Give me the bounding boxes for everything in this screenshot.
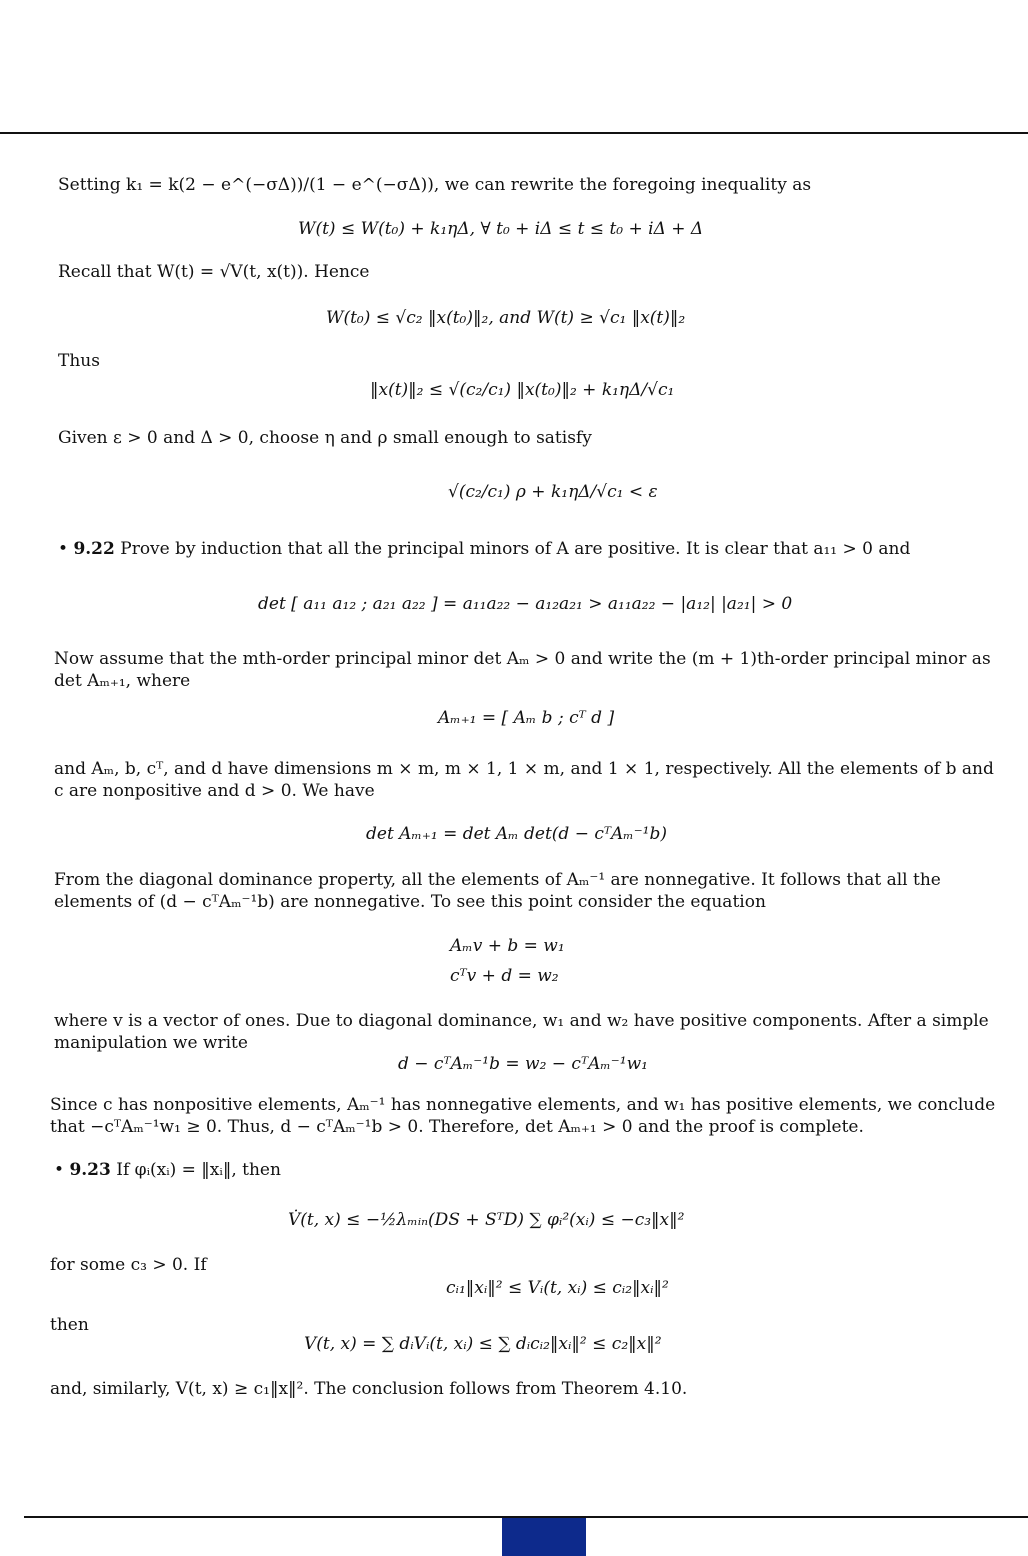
equation: Aₘv + b = w₁ bbox=[450, 936, 565, 956]
equation: cᵀv + d = w₂ bbox=[450, 966, 559, 986]
problem-9-23 bbox=[54, 1159, 281, 1181]
header-rule bbox=[0, 132, 1028, 134]
text-line: and, similarly, V(t, x) ≥ c₁‖x‖². The conclusion follows from Theorem 4.10. bbox=[50, 1379, 688, 1399]
text-line: Given ε > 0 and Δ > 0, choose η and ρ small enough to satisfy bbox=[58, 428, 592, 448]
paragraph: Since c has nonpositive elements, Aₘ⁻¹ has nonnegative elements, and w₁ has positive elements, we conclude that −cᵀAₘ⁻¹w₁ ≥ 0. Thus, d − cᵀAₘ⁻¹b > 0. Therefore, det Aₘ₊₁ > 0 and the proof is complete. bbox=[50, 1095, 996, 1137]
problem-9-22 bbox=[58, 538, 910, 560]
problem-number: 9.22 bbox=[73, 539, 115, 559]
equation: ‖x(t)‖₂ ≤ √(c₂/c₁) ‖x(t₀)‖₂ + k₁ηΔ/√c₁ bbox=[370, 380, 675, 400]
equation: Aₘ₊₁ = [ Aₘ b ; cᵀ d ] bbox=[438, 708, 615, 728]
equation: d − cᵀAₘ⁻¹b = w₂ − cᵀAₘ⁻¹w₁ bbox=[398, 1054, 648, 1074]
paragraph: Now assume that the mth-order principal minor det Aₘ > 0 and write the (m + 1)th-order principal minor as det Aₘ₊₁, where bbox=[54, 649, 991, 691]
equation: V̇(t, x) ≤ −½λₘᵢₙ(DS + SᵀD) ∑ φᵢ²(xᵢ) ≤ −c₃‖x‖² bbox=[288, 1210, 685, 1230]
equation: W(t₀) ≤ √c₂ ‖x(t₀)‖₂, and W(t) ≥ √c₁ ‖x(t)‖₂ bbox=[326, 308, 686, 328]
page-tab-marker bbox=[502, 1518, 586, 1556]
bullet-icon: • bbox=[58, 539, 69, 559]
text-line: Thus bbox=[58, 351, 100, 371]
text-line: Setting k₁ = k(2 − e^(−σΔ))/(1 − e^(−σΔ)), we can rewrite the foregoing inequality as bbox=[58, 175, 812, 195]
equation: √(c₂/c₁) ρ + k₁ηΔ/√c₁ < ε bbox=[448, 482, 658, 502]
equation: det Aₘ₊₁ = det Aₘ det(d − cᵀAₘ⁻¹b) bbox=[366, 824, 668, 844]
text-line: for some c₃ > 0. If bbox=[50, 1255, 207, 1275]
text-line: Recall that W(t) = √V(t, x(t)). Hence bbox=[58, 262, 370, 282]
bullet-icon: • bbox=[54, 1160, 65, 1180]
equation: V(t, x) = ∑ dᵢVᵢ(t, xᵢ) ≤ ∑ dᵢcᵢ₂‖xᵢ‖² ≤ c₂‖x‖² bbox=[304, 1334, 662, 1354]
equation: cᵢ₁‖xᵢ‖² ≤ Vᵢ(t, xᵢ) ≤ cᵢ₂‖xᵢ‖² bbox=[446, 1278, 669, 1298]
equation: det [ a₁₁ a₁₂ ; a₂₁ a₂₂ ] = a₁₁a₂₂ − a₁₂a₂₁ > a₁₁a₂₂ − |a₁₂| |a₂₁| > 0 bbox=[258, 594, 793, 614]
equation: W(t) ≤ W(t₀) + k₁ηΔ, ∀ t₀ + iΔ ≤ t ≤ t₀ + iΔ + Δ bbox=[298, 219, 704, 239]
paragraph: From the diagonal dominance property, all the elements of Aₘ⁻¹ are nonnegative. It follows that all the elements of (d − cᵀAₘ⁻¹b) are nonnegative. To see this point consider the equation bbox=[54, 870, 941, 912]
problem-text: If φᵢ(xᵢ) = ‖xᵢ‖, then bbox=[116, 1160, 281, 1180]
problem-number: 9.23 bbox=[69, 1160, 111, 1180]
text-line: then bbox=[50, 1315, 89, 1335]
paragraph: where v is a vector of ones. Due to diagonal dominance, w₁ and w₂ have positive components. After a simple manipulation we write bbox=[54, 1011, 989, 1053]
problem-text: Prove by induction that all the principal minors of A are positive. It is clear that a₁₁ > 0 and bbox=[120, 539, 911, 559]
paragraph: and Aₘ, b, cᵀ, and d have dimensions m × m, m × 1, 1 × m, and 1 × 1, respectively. All the elements of b and c are nonpositive and d > 0. We have bbox=[54, 759, 994, 801]
